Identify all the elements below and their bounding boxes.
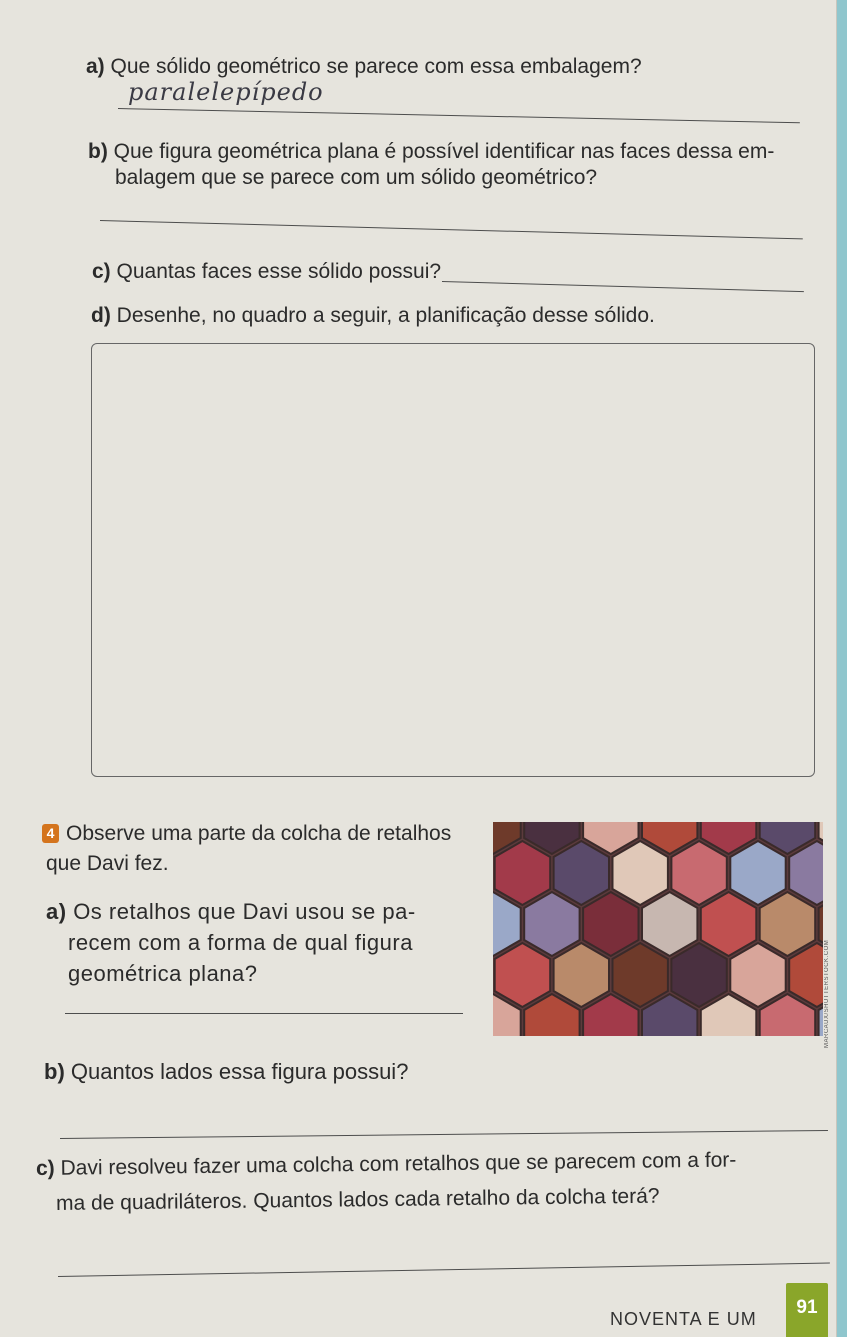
answer-line-4a[interactable] xyxy=(65,1013,463,1014)
hexagon-quilt-image xyxy=(493,822,823,1036)
page-number: 91 xyxy=(786,1283,828,1337)
quilt-photo xyxy=(493,822,823,1036)
drawing-box[interactable] xyxy=(91,343,815,777)
exercise4-a-line2: recem com a forma de qual figura xyxy=(68,930,413,955)
handwritten-answer: paralelepípedo xyxy=(128,78,324,106)
answer-line-c[interactable] xyxy=(442,281,804,292)
exercise4-a-line3: geométrica plana? xyxy=(68,961,258,986)
question-c: c) Quantas faces esse sólido possui? xyxy=(92,260,442,283)
question-a: a) Que sólido geométrico se parece com essa embalagem? xyxy=(86,55,642,78)
answer-line-4b[interactable] xyxy=(60,1130,828,1139)
image-credit: MARCAUX/SHUTTERSTOCK.COM xyxy=(824,939,830,1048)
answer-line-a[interactable] xyxy=(118,108,800,123)
exercise4-intro-line2: que Davi fez. xyxy=(46,852,169,875)
question-b-line2: balagem que se parece com um sólido geométrico? xyxy=(115,166,598,189)
page-word-number: NOVENTA E UM xyxy=(610,1309,757,1329)
question-b-line1: b) Que figura geométrica plana é possível identificar nas faces dessa em- xyxy=(88,140,775,163)
exercise4-c-line1: c) Davi resolveu fazer uma colcha com retalhos que se parecem com a for- xyxy=(35,1148,737,1180)
exercise4-c-line2: ma de quadriláteros. Quantos lados cada retalho da colcha terá? xyxy=(55,1184,660,1215)
exercise4-a-line1: a) Os retalhos que Davi usou se pa- xyxy=(46,899,416,924)
question-d: d) Desenhe, no quadro a seguir, a planificação desse sólido. xyxy=(91,304,655,327)
exercise4-intro-line1: Observe uma parte da colcha de retalhos xyxy=(66,822,452,845)
answer-line-b[interactable] xyxy=(100,220,803,239)
exercise4-b: b) Quantos lados essa figura possui? xyxy=(44,1059,409,1084)
answer-line-4c[interactable] xyxy=(58,1263,830,1277)
exercise-number-badge: 4 xyxy=(42,824,59,843)
